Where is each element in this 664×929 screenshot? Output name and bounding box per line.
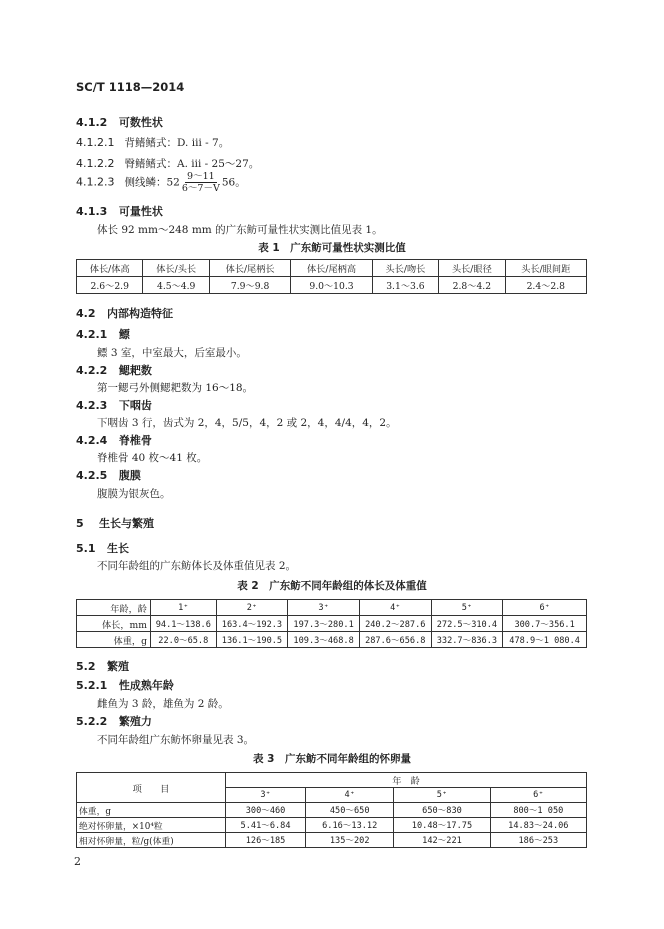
table-cell: 3.1～3.6 <box>372 277 438 294</box>
table-cell: 2.4～2.8 <box>505 277 586 294</box>
section-number: 4.1.2 <box>76 116 108 129</box>
paragraph: 雌鱼为 3 龄，雄鱼为 2 龄。 <box>97 698 229 710</box>
section-title: 生长与繁殖 <box>98 517 154 530</box>
section-4-2-2 <box>76 362 152 378</box>
clause-4-1-2-2 <box>76 156 259 171</box>
table-cell: 2.6～2.9 <box>77 277 143 294</box>
table-header-cell: 1⁺ <box>151 600 217 616</box>
section-number: 5.2.2 <box>76 715 108 728</box>
section-title: 鳔 <box>118 328 130 341</box>
fraction-top: 9～11 <box>187 171 215 182</box>
table-cell: 197.3～280.1 <box>288 616 360 632</box>
row-label: 绝对怀卵量，×10⁴粒 <box>77 818 226 833</box>
table-header-cell: 头长/眼径 <box>439 260 505 277</box>
table-header-cell: 3⁺ <box>226 788 306 803</box>
section-5-2-1 <box>76 677 174 693</box>
paragraph: 鳔 3 室，中室最大，后室最小。 <box>97 347 247 359</box>
table-cell: 272.5～310.4 <box>431 616 503 632</box>
table-cell: 22.0～65.8 <box>151 632 217 648</box>
section-5-1 <box>76 540 129 556</box>
table-row <box>77 803 587 818</box>
section-number: 5.1 <box>76 542 96 555</box>
paragraph: 不同年龄组的广东鲂体长及体重值见表 2。 <box>97 560 297 572</box>
table-header-cell: 体长/头长 <box>143 260 209 277</box>
table-cell: 7.9～9.8 <box>209 277 290 294</box>
table-row <box>77 818 587 833</box>
table-cell: 186～253 <box>490 833 586 848</box>
section-title: 脊椎骨 <box>118 434 152 447</box>
section-number: 4.2.4 <box>76 434 108 447</box>
table-cell: 9.0～10.3 <box>291 277 372 294</box>
section-title: 鳃耙数 <box>118 364 152 377</box>
table-1 <box>76 259 587 294</box>
table-header-cell: 体长/尾柄高 <box>291 260 372 277</box>
page-number: 2 <box>74 855 81 868</box>
table-header-cell: 头长/眼间距 <box>505 260 586 277</box>
lateral-line-fraction <box>182 171 220 194</box>
paragraph: 脊椎骨 40 枚～41 枚。 <box>97 452 208 464</box>
paragraph: 第一鳃弓外侧鳃耙数为 16～18。 <box>97 382 254 394</box>
table-header-cell: 2⁺ <box>216 600 288 616</box>
clause-4-1-2-1 <box>76 135 229 150</box>
section-4-1-3 <box>76 203 163 219</box>
clause-number: 4.1.2.3 <box>76 175 115 189</box>
table-header-row <box>77 260 587 277</box>
table-cell: 10.48～17.75 <box>394 818 490 833</box>
paragraph: 下咽齿 3 行，齿式为 2，4，5/5，4，2 或 2，4，4/4，4，2。 <box>97 417 397 429</box>
clause-4-1-2-3 <box>76 171 246 194</box>
table-cell: 136.1～190.5 <box>216 632 288 648</box>
table-row <box>77 616 587 632</box>
clause-number: 4.1.2.1 <box>76 136 115 149</box>
table-header-row <box>77 600 587 616</box>
table-header-cell: 头长/吻长 <box>372 260 438 277</box>
section-title: 下咽齿 <box>118 399 152 412</box>
table-row <box>77 632 587 648</box>
paragraph: 体长 92 mm～248 mm 的广东鲂可量性状实测比值见表 1。 <box>97 224 383 236</box>
section-title: 繁殖力 <box>118 715 152 728</box>
table-header-cell: 4⁺ <box>359 600 431 616</box>
table-cell: 142～221 <box>394 833 490 848</box>
table-cell: 478.9～1 080.4 <box>503 632 587 648</box>
section-5 <box>76 515 154 531</box>
table-header-cell: 体长/尾柄长 <box>209 260 290 277</box>
section-number: 4.2 <box>76 307 96 320</box>
table-header-cell: 体长/体高 <box>77 260 143 277</box>
table-cell: 126～185 <box>226 833 306 848</box>
table-cell: 5.41～6.84 <box>226 818 306 833</box>
table-header-cell: 3⁺ <box>288 600 360 616</box>
table-cell: 650～830 <box>394 803 490 818</box>
lateral-line-post: 56。 <box>221 176 246 189</box>
clause-text: 背鳍鳍式：D. ⅲ - 7。 <box>124 137 230 149</box>
table-header-cell: 6⁺ <box>490 788 586 803</box>
table-header-cell: 4⁺ <box>306 788 394 803</box>
section-number: 5.2.1 <box>76 679 108 692</box>
table-cell: 300～460 <box>226 803 306 818</box>
table-2-caption: 表 2 广东鲂不同年龄组的体长及体重值 <box>237 580 427 592</box>
section-title: 性成熟年龄 <box>118 679 174 692</box>
row-label: 相对怀卵量，粒/g(体重) <box>77 833 226 848</box>
clause-number: 4.1.2.2 <box>76 157 115 170</box>
table-header-cell: 年 龄 <box>226 773 587 788</box>
section-number: 4.2.5 <box>76 469 108 482</box>
table-3-caption: 表 3 广东鲂不同年龄组的怀卵量 <box>253 753 411 765</box>
section-title: 生长 <box>107 542 129 555</box>
section-number: 5.2 <box>76 660 96 673</box>
table-header-cell: 项 目 <box>77 773 226 803</box>
table-row <box>77 277 587 294</box>
table-header-row <box>77 773 587 788</box>
table-cell: 14.83～24.06 <box>490 818 586 833</box>
paragraph: 不同年龄组广东鲂怀卵量见表 3。 <box>97 734 255 746</box>
table-cell: 300.7～356.1 <box>503 616 587 632</box>
section-5-2-2 <box>76 713 152 729</box>
table-cell: 240.2～287.6 <box>359 616 431 632</box>
row-label: 体重，g <box>77 632 151 648</box>
section-title: 繁殖 <box>107 660 129 673</box>
fraction-bottom: 6～7－V <box>181 183 220 194</box>
table-cell: 4.5～4.9 <box>143 277 209 294</box>
section-number: 5 <box>76 517 84 530</box>
clause-text: 臀鳍鳍式：A. ⅲ - 25～27。 <box>124 158 260 170</box>
table-cell: 6.16～13.12 <box>306 818 394 833</box>
section-title: 可数性状 <box>118 116 163 129</box>
table-cell: 94.1～138.6 <box>151 616 217 632</box>
table-cell: 332.7～836.3 <box>431 632 503 648</box>
section-4-1-2 <box>76 114 163 130</box>
table-cell: 109.3～468.8 <box>288 632 360 648</box>
document-header: SC/T 1118—2014 <box>76 80 185 94</box>
table-header-cell: 年龄，龄 <box>77 600 151 616</box>
section-number: 4.2.1 <box>76 328 108 341</box>
section-title: 可量性状 <box>118 205 163 218</box>
table-cell: 450～650 <box>306 803 394 818</box>
table-header-cell: 6⁺ <box>503 600 587 616</box>
table-row <box>77 833 587 848</box>
table-cell: 163.4～192.3 <box>216 616 288 632</box>
section-title: 腹膜 <box>118 469 141 482</box>
section-4-2-5 <box>76 467 141 483</box>
section-title: 内部构造特征 <box>107 307 173 320</box>
row-label: 体重，g <box>77 803 226 818</box>
table-cell: 135～202 <box>306 833 394 848</box>
table-cell: 2.8～4.2 <box>439 277 505 294</box>
section-4-2 <box>76 305 173 321</box>
table-cell: 800～1 050 <box>490 803 586 818</box>
table-cell: 287.6～656.8 <box>359 632 431 648</box>
section-4-2-4 <box>76 432 152 448</box>
table-1-caption: 表 1 广东鲂可量性状实测比值 <box>258 242 406 254</box>
section-4-2-1 <box>76 326 130 342</box>
table-3 <box>76 772 587 848</box>
lateral-line-label: 侧线鳞：52 <box>124 176 180 189</box>
table-header-cell: 5⁺ <box>431 600 503 616</box>
section-number: 4.1.3 <box>76 205 108 218</box>
section-4-2-3 <box>76 397 152 413</box>
table-header-cell: 5⁺ <box>394 788 490 803</box>
section-number: 4.2.3 <box>76 399 108 412</box>
paragraph: 腹膜为银灰色。 <box>97 488 171 500</box>
section-5-2 <box>76 658 129 674</box>
section-number: 4.2.2 <box>76 364 108 377</box>
row-label: 体长，mm <box>77 616 151 632</box>
table-2 <box>76 599 587 648</box>
